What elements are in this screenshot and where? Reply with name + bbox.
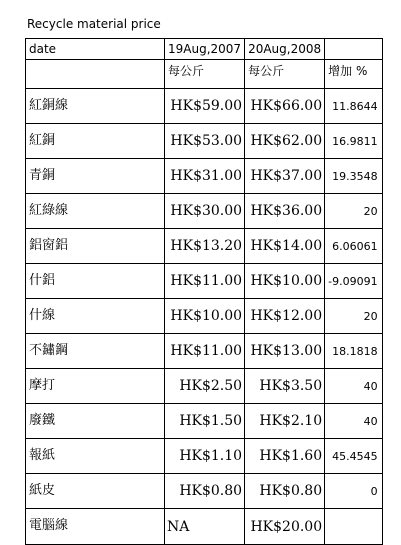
table-row <box>26 229 383 264</box>
material-name: 廢鐵 <box>26 404 165 439</box>
increase-percent: 16.9811 <box>325 124 382 159</box>
material-name: 紅銅線 <box>26 89 165 124</box>
table-row <box>26 439 383 474</box>
header-2008: 20Aug,2008 <box>245 39 325 60</box>
header-empty <box>325 39 382 60</box>
price-2008: HK$12.00 <box>245 299 325 334</box>
table-row <box>26 124 383 159</box>
price-2007: HK$0.80 <box>165 474 245 509</box>
subheader-empty <box>26 60 165 89</box>
price-2008: HK$36.00 <box>245 194 325 229</box>
increase-percent: 6.06061 <box>325 229 382 264</box>
price-2007: NA <box>165 509 245 545</box>
price-2007: HK$10.00 <box>165 299 245 334</box>
price-2008: HK$0.80 <box>245 474 325 509</box>
price-2008: HK$13.00 <box>245 334 325 369</box>
price-2007: HK$1.50 <box>165 404 245 439</box>
increase-percent: 11.8644 <box>325 89 382 124</box>
price-2007: HK$2.50 <box>165 369 245 404</box>
price-2007: HK$11.00 <box>165 264 245 299</box>
increase-percent: 45.4545 <box>325 439 382 474</box>
price-2008: HK$62.00 <box>245 124 325 159</box>
table-title: Recycle material price <box>27 17 161 31</box>
price-2008: HK$66.00 <box>245 89 325 124</box>
subheader-unit-2007: 每公斤 <box>165 60 245 89</box>
material-name: 摩打 <box>26 369 165 404</box>
table-row <box>26 334 383 369</box>
increase-percent: -9.09091 <box>325 264 382 299</box>
material-name: 紙皮 <box>26 474 165 509</box>
increase-percent: 20 <box>325 299 382 334</box>
increase-percent <box>325 509 382 545</box>
table-row <box>26 264 383 299</box>
price-2008: HK$1.60 <box>245 439 325 474</box>
material-name: 電腦線 <box>26 509 165 545</box>
material-name: 報紙 <box>26 439 165 474</box>
table-row <box>26 369 383 404</box>
increase-percent: 20 <box>325 194 382 229</box>
price-2007: HK$59.00 <box>165 89 245 124</box>
increase-percent: 19.3548 <box>325 159 382 194</box>
price-2008: HK$2.10 <box>245 404 325 439</box>
table-row <box>26 89 383 124</box>
price-2008: HK$20.00 <box>245 509 325 545</box>
price-2008: HK$37.00 <box>245 159 325 194</box>
subheader-unit-2008: 每公斤 <box>245 60 325 89</box>
material-name: 鋁窗鋁 <box>26 229 165 264</box>
table-row <box>26 509 383 545</box>
subheader-increase: 增加 % <box>325 60 382 89</box>
subheader-row <box>26 60 383 89</box>
price-2007: HK$1.10 <box>165 439 245 474</box>
header-2007: 19Aug,2007 <box>165 39 245 60</box>
price-2008: HK$3.50 <box>245 369 325 404</box>
price-2007: HK$53.00 <box>165 124 245 159</box>
price-table <box>25 38 383 545</box>
price-2007: HK$31.00 <box>165 159 245 194</box>
price-2007: HK$30.00 <box>165 194 245 229</box>
increase-percent: 40 <box>325 404 382 439</box>
material-name: 什線 <box>26 299 165 334</box>
table-row <box>26 299 383 334</box>
table-row <box>26 194 383 229</box>
material-name: 紅綠線 <box>26 194 165 229</box>
price-2008: HK$10.00 <box>245 264 325 299</box>
table-row <box>26 159 383 194</box>
material-name: 什鋁 <box>26 264 165 299</box>
header-row <box>26 39 383 60</box>
price-2008: HK$14.00 <box>245 229 325 264</box>
increase-percent: 18.1818 <box>325 334 382 369</box>
material-name: 紅銅 <box>26 124 165 159</box>
table-row <box>26 404 383 439</box>
price-2007: HK$11.00 <box>165 334 245 369</box>
material-name: 不鏽鋼 <box>26 334 165 369</box>
material-name: 青銅 <box>26 159 165 194</box>
header-date: date <box>26 39 165 60</box>
price-2007: HK$13.20 <box>165 229 245 264</box>
increase-percent: 0 <box>325 474 382 509</box>
increase-percent: 40 <box>325 369 382 404</box>
table-row <box>26 474 383 509</box>
